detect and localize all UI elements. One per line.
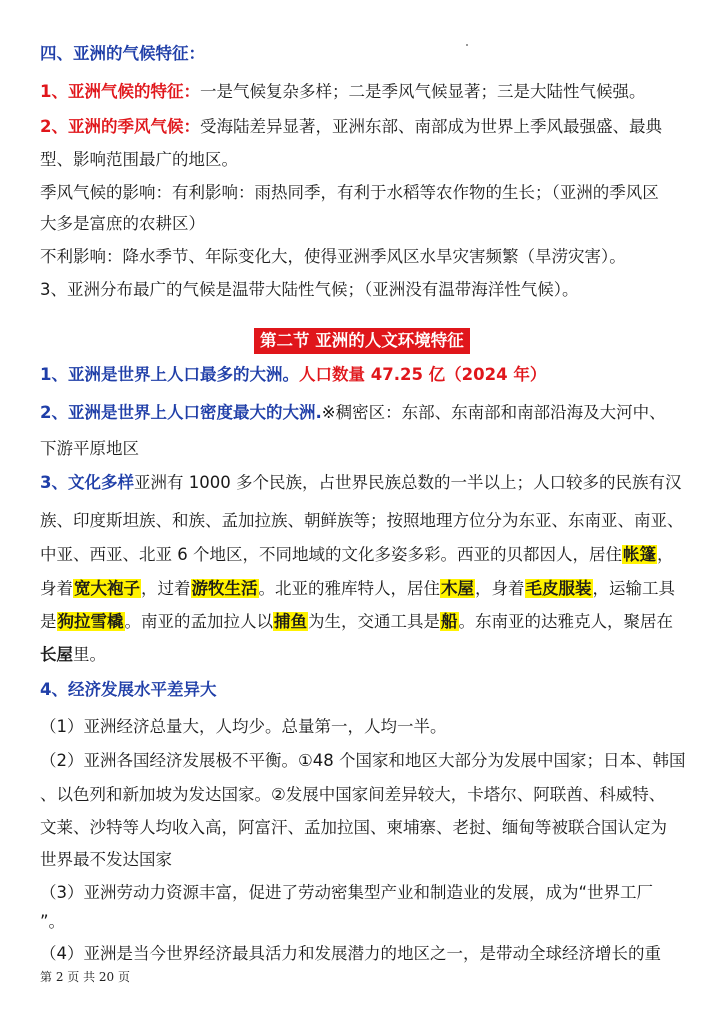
heading-climate: 四、亚洲的气候特征： (40, 44, 205, 63)
highlight-boat: 船 (441, 612, 458, 631)
para-density (40, 401, 666, 425)
culture-text: 。北亚的雅库特人，居住 (258, 579, 440, 598)
para-monsoon-line2: 型、影响范围最广的地区。 (40, 150, 238, 169)
para-culture-line4 (40, 577, 675, 601)
unfavorable-effect: 不利影响：降水季节、年际变化大，使得亚洲季风区水旱灾害频繁（旱涝灾害）。 (40, 247, 626, 266)
highlight-nomadic: 游牧生活 (191, 579, 258, 598)
label-culture: 3、文化多样 (40, 473, 134, 492)
para-climate-features (40, 80, 645, 104)
culture-text: ，运输工具 (592, 579, 675, 598)
label-monsoon: 2、亚洲的季风气候： (40, 117, 200, 136)
longhouse-term: 长屋 (40, 645, 73, 664)
culture-text: 中亚、西亚、北亚 6 个地区，不同地域的文化多姿多彩。西亚的贝都因人，居住 (40, 545, 622, 564)
economy-item-1: （1）亚洲经济总量大，人均少。总量第一，人均一半。 (40, 717, 447, 736)
culture-text: 。南亚的孟加拉人以 (124, 612, 273, 631)
culture-text: 。东南亚的达雅克人，聚居在 (458, 612, 673, 631)
para-culture-line3 (40, 543, 674, 567)
economy-item-2-line1: （2）亚洲各国经济发展极不平衡。①48 个国家和地区大部分为发展中国家；日本、韩国 (40, 751, 686, 770)
highlight-fur: 毛皮服装 (525, 579, 592, 598)
culture-text: 里。 (73, 645, 106, 664)
economy-item-4-line1: （4）亚洲是当今世界经济最具活力和发展潜力的地区之一，是带动全球经济增长的重 (40, 944, 661, 963)
monsoon-effect-line2: 大多是富庶的农耕区） (40, 214, 205, 233)
para-culture-line2: 族、印度斯坦族、和族、孟加拉族、朝鲜族等；按照地理方位分为东亚、东南亚、南亚、 (40, 511, 684, 530)
text-climate-features: 一是气候复杂多样；二是季风气候显著；三是大陆性气候强。 (199, 82, 646, 101)
section-title-banner: 第二节 亚洲的人文环境特征 (254, 328, 470, 354)
text-monsoon: 受海陆差异显著，亚洲东部、南部成为世界上季风最强盛、最典 (199, 117, 662, 136)
para-culture-line6 (40, 643, 106, 667)
para-monsoon (40, 115, 662, 139)
economy-item-3-line1: （3）亚洲劳动力资源丰富，促进了劳动密集型产业和制造业的发展，成为“世界工厂 (40, 883, 654, 902)
text-density: ※稠密区：东部、东南部和南部沿海及大河中、 (321, 403, 666, 422)
para-continental-climate: 3、亚洲分布最广的气候是温带大陆性气候；（亚洲没有温带海洋性气候）。 (40, 280, 579, 299)
text-culture-1: 亚洲有 1000 多个民族，占世界民族总数的一半以上；人口较多的民族有汉 (133, 473, 682, 492)
monsoon-effect-line1: 季风气候的影响：有利影响：雨热同季，有利于水稻等农作物的生长；（亚洲的季风区 (40, 183, 659, 202)
highlight-wooden-house: 木屋 (441, 579, 474, 598)
label-population: 1、亚洲是世界上人口最多的大洲。 (40, 365, 299, 384)
label-climate-features: 1、亚洲气候的特征： (40, 82, 200, 101)
culture-text: 为生，交通工具是 (308, 612, 440, 631)
para-density-line2: 下游平原地区 (40, 439, 139, 458)
highlight-robe: 宽大袍子 (74, 579, 140, 598)
para-culture-line5 (40, 610, 673, 634)
economy-item-2-line2: 、以色列和新加坡为发达国家。②发展中国家间差异较大，卡塔尔、阿联酋、科威特、 (40, 785, 666, 804)
economy-item-3-line2: ”。 (40, 912, 66, 931)
culture-text: 身着 (40, 579, 73, 598)
scan-speck (466, 44, 468, 46)
population-count: 人口数量 47.25 亿（2024 年） (298, 365, 547, 384)
highlight-fishing: 捕鱼 (274, 612, 307, 631)
para-population (40, 363, 546, 387)
culture-text: ，过着 (141, 579, 191, 598)
highlight-dog-sled: 狗拉雪橇 (57, 612, 124, 631)
economy-item-2-line3: 文莱、沙特等人均收入高，阿富汗、孟加拉国、柬埔寨、老挝、缅甸等被联合国认定为 (40, 818, 667, 837)
highlight-tent: 帐篷 (623, 545, 656, 564)
culture-text: 是 (40, 612, 57, 631)
page-footer: 第 2 页 共 20 页 (40, 970, 130, 984)
culture-text: ， (657, 545, 674, 564)
culture-text: ，身着 (475, 579, 525, 598)
economy-item-2-line4: 世界最不发达国家 (40, 850, 172, 869)
heading-economy: 4、经济发展水平差异大 (40, 680, 217, 699)
para-culture-line1 (40, 471, 681, 495)
label-density: 2、亚洲是世界上人口密度最大的大洲. (40, 403, 322, 422)
